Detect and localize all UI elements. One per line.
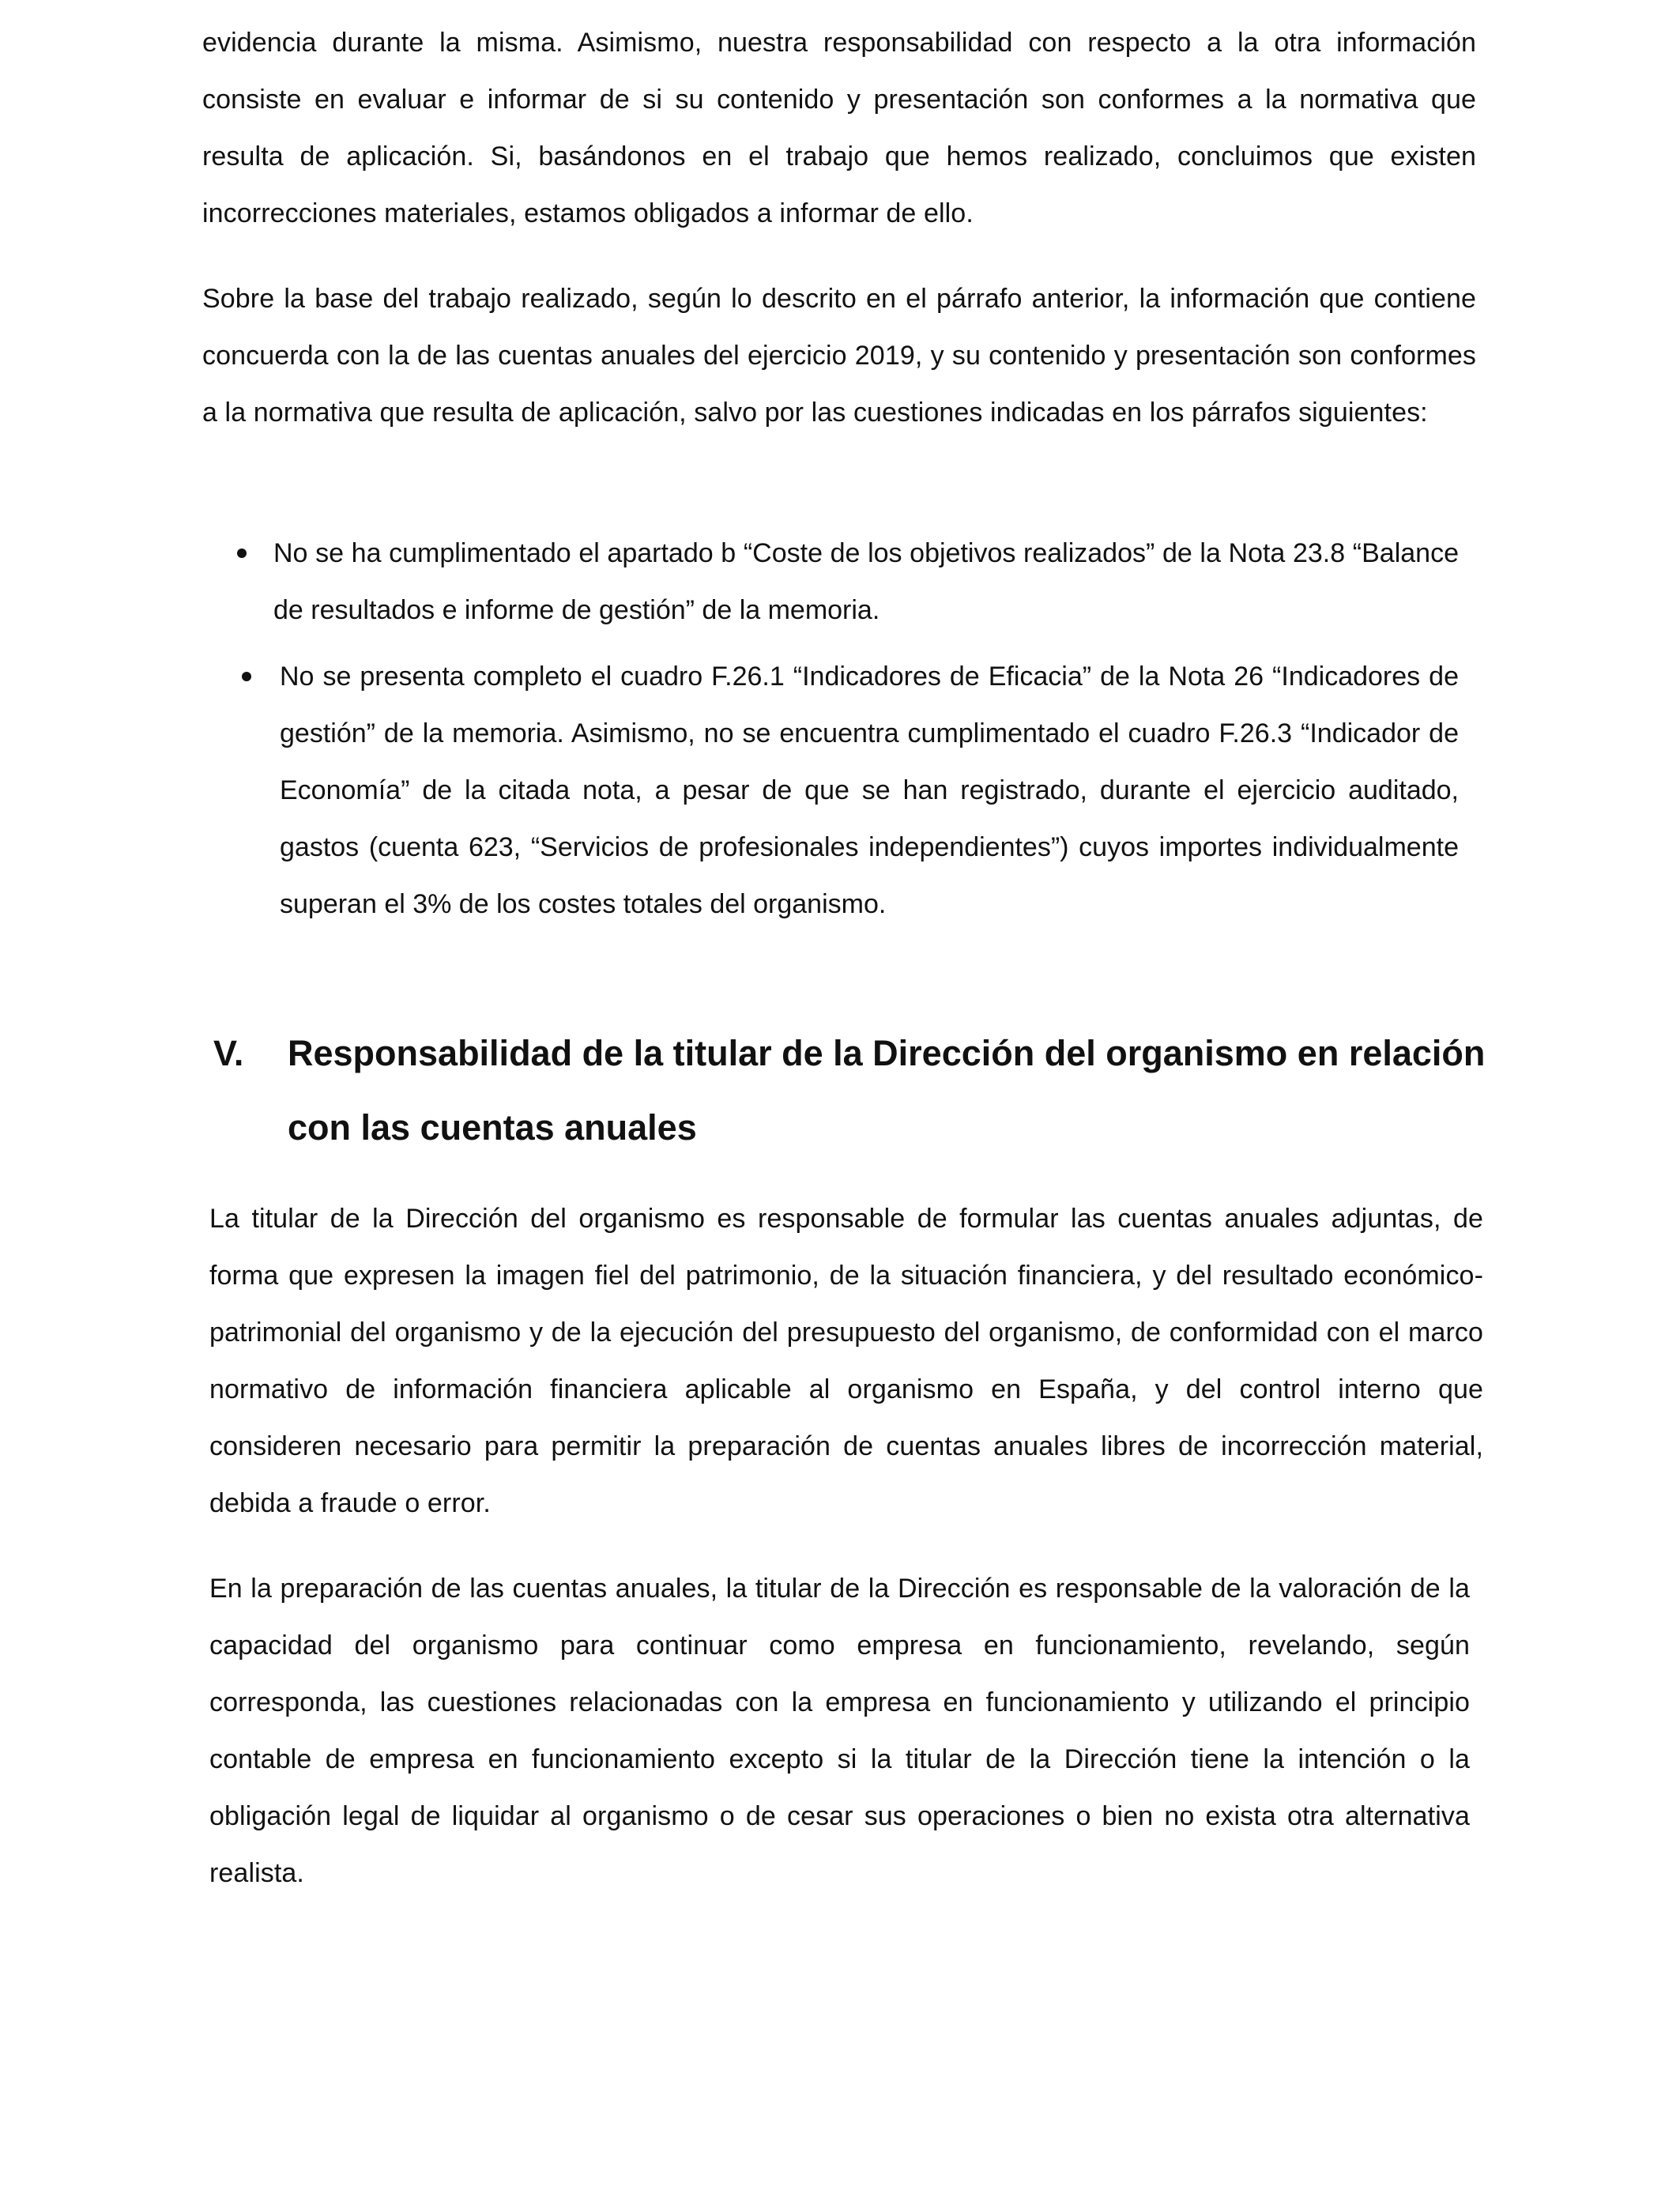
list-item-text: No se presenta completo el cuadro F.26.1 “Indicadores de Eficacia” de la Nota 26 “Indicadores de gestión” de la memoria. Asimismo, no se encuentra cumplimentado el cuadro F.26.3 “Indicador de Economía” de la citada nota, a pesar de que se han registrado, durante el ejercicio auditado, gastos (cuenta 623, “Servicios de profesionales independientes”) cuyos importes individualmente superan el 3% de los costes totales del organismo. [280, 662, 1459, 919]
bullet-icon [242, 672, 251, 681]
findings-list [202, 525, 1459, 933]
bullet-icon [237, 548, 247, 558]
list-item-text: No se ha cumplimentado el apartado b “Coste de los objetivos realizados” de la Nota 23.8 “Balance de resultados e informe de gestión” de la memoria. [273, 538, 1459, 625]
section-number: V. [213, 1033, 244, 1073]
paragraph-management-responsibility: La titular de la Dirección del organismo es responsable de formular las cuentas anuales adjuntas, de forma que expresen la imagen fiel del patrimonio, de la situación financiera, y del resultado económico-patrimonial del organismo y de la ejecución del presupuesto del organismo, de conformidad con el marco normativo de información financiera aplicable al organismo en España, y del control interno que consideren necesario para permitir la preparación de cuentas anuales libres de incorrección material, debida a fraude o error. [209, 1204, 1483, 1518]
section-title: Responsabilidad de la titular de la Dirección del organismo en relación con las cuentas anuales [288, 1033, 1486, 1148]
list-item [202, 648, 1459, 933]
paragraph-going-concern: En la preparación de las cuentas anuales, la titular de la Dirección es responsable de la valoración de la capacidad del organismo para continuar como empresa en funcionamiento, revelando, según corresponda, las cuestiones relacionadas con la empresa en funcionamiento y utilizando el principio contable de empresa en funcionamiento excepto si la titular de la Dirección tiene la intención o la obligación legal de liquidar al organismo o de cesar sus operaciones o bien no exista otra alternativa realista. [209, 1574, 1470, 1888]
paragraph-other-information: evidencia durante la misma. Asimismo, nuestra responsabilidad con respecto a la otra información consiste en evaluar e informar de si su contenido y presentación son conformes a la normativa que resulta de aplicación. Si, basándonos en el trabajo que hemos realizado, concluimos que existen incorrecciones materiales, estamos obligados a informar de ello. [202, 28, 1476, 228]
paragraph-work-basis: Sobre la base del trabajo realizado, según lo descrito en el párrafo anterior, la información que contiene concuerda con la de las cuentas anuales del ejercicio 2019, y su contenido y presentación son conformes a la normativa que resulta de aplicación, salvo por las cuestiones indicadas en los párrafos siguientes: [202, 284, 1476, 428]
list-item [202, 525, 1459, 639]
